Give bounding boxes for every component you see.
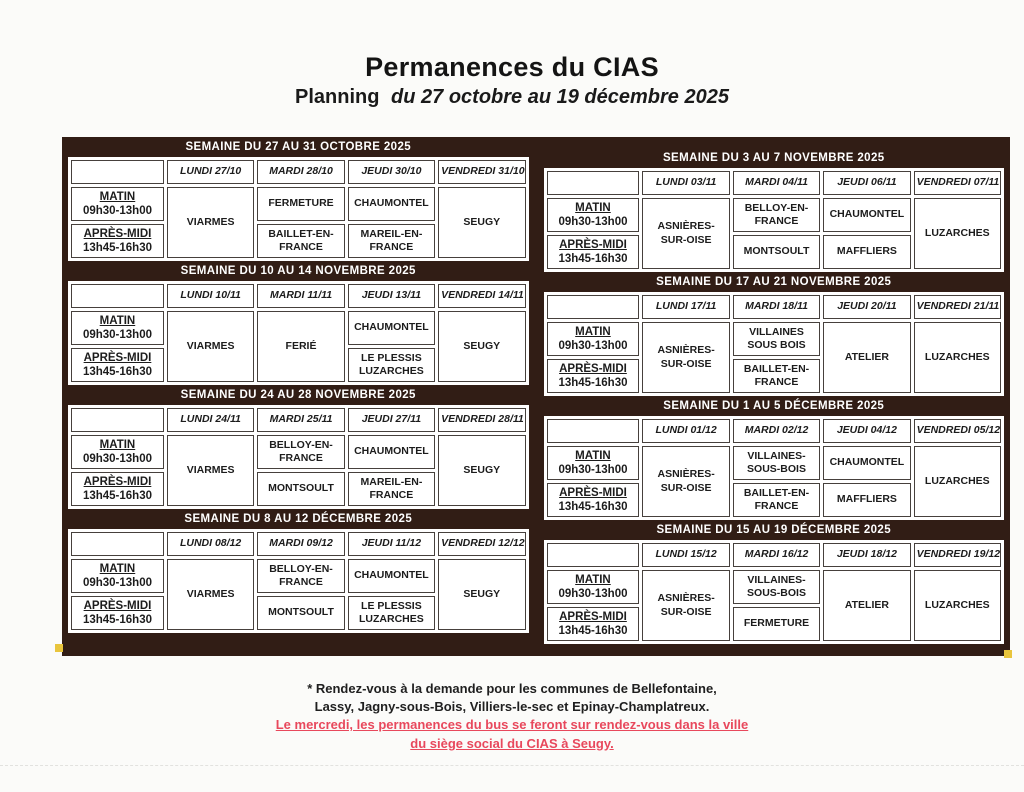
day-header: LUNDI 17/11 (642, 295, 729, 319)
week-table (544, 416, 1005, 520)
corner-cell (547, 419, 640, 443)
day-header: MARDI 16/12 (733, 543, 820, 567)
cell-jeudi-matin: CHAUMONTEL (348, 311, 435, 345)
corner-cell (547, 171, 640, 195)
cell-vendredi: SEUGY (438, 311, 525, 382)
cell-jeudi-matin: CHAUMONTEL (348, 559, 435, 593)
week-table (544, 168, 1005, 272)
day-header: MARDI 18/11 (733, 295, 820, 319)
cell-mardi-pm: BAILLET-EN-FRANCE (733, 359, 820, 393)
matin-hours: 09h30-13h00 (558, 464, 628, 476)
day-header: JEUDI 06/11 (823, 171, 910, 195)
day-header: JEUDI 04/12 (823, 419, 910, 443)
week-section-dec15 (544, 520, 1005, 644)
day-header: JEUDI 27/11 (348, 408, 435, 432)
day-header: JEUDI 13/11 (348, 284, 435, 308)
subtitle-range: du 27 octobre au 19 décembre 2025 (391, 86, 729, 108)
matin-label-cell (71, 435, 164, 469)
cell-lundi: VIARMES (167, 187, 254, 258)
matin-label-cell (71, 559, 164, 593)
cell-vendredi: LUZARCHES (914, 198, 1001, 269)
day-header: VENDREDI 14/11 (438, 284, 525, 308)
cell-lundi: VIARMES (167, 435, 254, 506)
cell-vendredi: LUZARCHES (914, 322, 1001, 393)
matin-label: MATIN (99, 562, 136, 575)
apres-midi-label: APRÈS-MIDI (559, 610, 627, 623)
board-column-left (68, 137, 529, 633)
week-section-nov10 (68, 261, 529, 385)
week-table (68, 529, 529, 633)
cell-vendredi: LUZARCHES (914, 446, 1001, 517)
matin-label: MATIN (99, 438, 136, 451)
apres-midi-hours: 13h45-16h30 (82, 366, 152, 378)
day-header: MARDI 25/11 (257, 408, 344, 432)
apres-midi-label: APRÈS-MIDI (83, 599, 152, 612)
day-header: VENDREDI 07/11 (914, 171, 1001, 195)
apres-midi-label-cell (71, 348, 164, 382)
week-title: SEMAINE DU 24 AU 28 NOVEMBRE 2025 (180, 389, 416, 401)
matin-label-cell (547, 198, 640, 232)
apres-midi-hours: 13h45-16h30 (558, 501, 628, 513)
footnote-line-1: * Rendez-vous à la demande pour les communes de Bellefontaine, (307, 681, 717, 696)
week-table (68, 405, 529, 509)
week-section-oct27 (68, 137, 529, 261)
day-header: MARDI 11/11 (257, 284, 344, 308)
week-section-nov3 (544, 148, 1005, 272)
day-header: VENDREDI 21/11 (914, 295, 1001, 319)
cell-jeudi-matin: CHAUMONTEL (348, 435, 435, 469)
cell-vendredi: SEUGY (438, 187, 525, 258)
matin-label-cell (547, 570, 640, 604)
apres-midi-hours: 13h45-16h30 (558, 377, 628, 389)
cell-vendredi: SEUGY (438, 559, 525, 630)
week-title: SEMAINE DU 3 AU 7 NOVEMBRE 2025 (662, 152, 885, 164)
board-column-right (544, 148, 1005, 644)
cell-lundi: ASNIÈRES-SUR-OISE (642, 570, 729, 641)
cell-mardi-matin: BELLOY-EN-FRANCE (257, 435, 344, 469)
cell-lundi: ASNIÈRES-SUR-OISE (642, 446, 729, 517)
cell-lundi: VIARMES (167, 311, 254, 382)
apres-midi-label: APRÈS-MIDI (83, 475, 152, 488)
matin-hours: 09h30-13h00 (558, 216, 628, 228)
cell-jeudi-pm: MAFFLIERS (823, 235, 910, 269)
cell-vendredi: LUZARCHES (914, 570, 1001, 641)
apres-midi-label-cell (71, 224, 164, 258)
cell-vendredi: SEUGY (438, 435, 525, 506)
day-header: VENDREDI 12/12 (438, 532, 525, 556)
cell-mardi-matin: VILLAINES SOUS BOIS (733, 322, 820, 356)
cell-lundi: ASNIÈRES-SUR-OISE (642, 198, 729, 269)
week-title: SEMAINE DU 1 AU 5 DÉCEMBRE 2025 (663, 400, 885, 412)
week-title: SEMAINE DU 17 AU 21 NOVEMBRE 2025 (656, 276, 892, 288)
apres-midi-label-cell (547, 607, 640, 641)
day-header: LUNDI 24/11 (167, 408, 254, 432)
apres-midi-label: APRÈS-MIDI (559, 238, 627, 251)
cell-jeudi-atelier: ATELIER (823, 322, 910, 393)
matin-label: MATIN (99, 190, 136, 203)
subtitle-prefix: Planning (295, 86, 380, 108)
cell-jeudi-pm: MAFFLIERS (823, 483, 910, 517)
cell-mardi-pm: BAILLET-EN-FRANCE (257, 224, 344, 258)
scan-artifact-line (0, 765, 1024, 766)
day-header: LUNDI 10/11 (167, 284, 254, 308)
day-header: MARDI 09/12 (257, 532, 344, 556)
corner-cell (71, 408, 164, 432)
cell-jeudi-atelier: ATELIER (823, 570, 910, 641)
cell-mardi-ferie: FERIÉ (257, 311, 344, 382)
cell-lundi: ASNIÈRES-SUR-OISE (642, 322, 729, 393)
cell-mardi-matin: BELLOY-EN-FRANCE (733, 198, 820, 232)
cell-jeudi-matin: CHAUMONTEL (823, 198, 910, 232)
footnote (0, 680, 1024, 753)
day-header: JEUDI 20/11 (823, 295, 910, 319)
apres-midi-hours: 13h45-16h30 (558, 253, 628, 265)
corner-cell (71, 532, 164, 556)
cell-mardi-pm: MONTSOULT (733, 235, 820, 269)
day-header: LUNDI 01/12 (642, 419, 729, 443)
page-subtitle (0, 86, 1024, 109)
matin-label-cell (71, 311, 164, 345)
matin-label: MATIN (575, 201, 611, 214)
matin-hours: 09h30-13h00 (82, 453, 152, 465)
corner-cell (547, 295, 640, 319)
apres-midi-label-cell (547, 235, 640, 269)
cell-mardi-matin: FERMETURE (257, 187, 344, 221)
week-title: SEMAINE DU 8 AU 12 DÉCEMBRE 2025 (184, 513, 413, 525)
corner-cell (547, 543, 640, 567)
day-header: JEUDI 18/12 (823, 543, 910, 567)
apres-midi-label-cell (71, 596, 164, 630)
document-header (0, 52, 1024, 109)
matin-label-cell (71, 187, 164, 221)
footnote-red-line-2: du siège social du CIAS à Seugy. (410, 735, 614, 751)
cell-mardi-matin: BELLOY-EN-FRANCE (257, 559, 344, 593)
apres-midi-hours: 13h45-16h30 (82, 614, 152, 626)
apres-midi-label: APRÈS-MIDI (559, 362, 627, 375)
cell-mardi-matin: VILLAINES-SOUS-BOIS (733, 446, 820, 480)
apres-midi-label-cell (547, 359, 640, 393)
week-title: SEMAINE DU 10 AU 14 NOVEMBRE 2025 (180, 265, 416, 277)
day-header: MARDI 02/12 (733, 419, 820, 443)
week-table (544, 540, 1005, 644)
day-header: VENDREDI 31/10 (438, 160, 525, 184)
day-header: VENDREDI 19/12 (914, 543, 1001, 567)
day-header: MARDI 04/11 (733, 171, 820, 195)
cell-jeudi-pm: LE PLESSIS LUZARCHES (348, 348, 435, 382)
cell-jeudi-matin: CHAUMONTEL (348, 187, 435, 221)
matin-label: MATIN (575, 449, 611, 462)
matin-label-cell (547, 446, 640, 480)
apres-midi-label-cell (71, 472, 164, 506)
footnote-red-line-1: Le mercredi, les permanences du bus se feront sur rendez-vous dans la ville (275, 717, 749, 733)
page-title: Permanences du CIAS (365, 52, 659, 82)
day-header: MARDI 28/10 (257, 160, 344, 184)
cell-jeudi-matin: CHAUMONTEL (823, 446, 910, 480)
day-header: VENDREDI 05/12 (914, 419, 1001, 443)
cell-lundi: VIARMES (167, 559, 254, 630)
matin-hours: 09h30-13h00 (82, 205, 152, 217)
day-header: LUNDI 08/12 (167, 532, 254, 556)
week-table (544, 292, 1005, 396)
day-header: LUNDI 03/11 (642, 171, 729, 195)
matin-hours: 09h30-13h00 (82, 329, 152, 341)
day-header: LUNDI 27/10 (167, 160, 254, 184)
cell-mardi-pm: MONTSOULT (257, 596, 344, 630)
apres-midi-label: APRÈS-MIDI (83, 227, 152, 240)
planning-board (62, 137, 1010, 656)
corner-cell (71, 284, 164, 308)
week-section-dec1 (544, 396, 1005, 520)
apres-midi-hours: 13h45-16h30 (558, 625, 628, 637)
scan-artifact-yellow-left (55, 644, 63, 652)
cell-mardi-pm: MONTSOULT (257, 472, 344, 506)
cell-jeudi-pm: MAREIL-EN-FRANCE (348, 224, 435, 258)
scan-artifact-yellow-right (1004, 650, 1012, 658)
week-section-dec8 (68, 509, 529, 633)
cell-jeudi-pm: LE PLESSIS LUZARCHES (348, 596, 435, 630)
matin-label: MATIN (99, 314, 136, 327)
cell-jeudi-pm: MAREIL-EN-FRANCE (348, 472, 435, 506)
week-table (68, 281, 529, 385)
cell-mardi-matin: VILLAINES-SOUS-BOIS (733, 570, 820, 604)
week-title: SEMAINE DU 27 AU 31 OCTOBRE 2025 (185, 141, 412, 153)
matin-hours: 09h30-13h00 (558, 340, 628, 352)
matin-hours: 09h30-13h00 (558, 588, 628, 600)
corner-cell (71, 160, 164, 184)
cell-mardi-pm-fermeture: FERMETURE (733, 607, 820, 641)
matin-hours: 09h30-13h00 (82, 577, 152, 589)
cell-mardi-pm: BAILLET-EN-FRANCE (733, 483, 820, 517)
day-header: JEUDI 11/12 (348, 532, 435, 556)
week-table (68, 157, 529, 261)
week-title: SEMAINE DU 15 AU 19 DÉCEMBRE 2025 (656, 524, 892, 536)
day-header: LUNDI 15/12 (642, 543, 729, 567)
matin-label-cell (547, 322, 640, 356)
apres-midi-hours: 13h45-16h30 (82, 242, 152, 254)
apres-midi-label: APRÈS-MIDI (559, 486, 627, 499)
day-header: JEUDI 30/10 (348, 160, 435, 184)
apres-midi-hours: 13h45-16h30 (82, 490, 152, 502)
matin-label: MATIN (575, 325, 611, 338)
apres-midi-label-cell (547, 483, 640, 517)
apres-midi-label: APRÈS-MIDI (83, 351, 152, 364)
matin-label: MATIN (575, 573, 611, 586)
footnote-line-2: Lassy, Jagny-sous-Bois, Villiers-le-sec et Epinay-Champlatreux. (314, 699, 710, 715)
week-section-nov17 (544, 272, 1005, 396)
week-section-nov24 (68, 385, 529, 509)
day-header: VENDREDI 28/11 (438, 408, 525, 432)
